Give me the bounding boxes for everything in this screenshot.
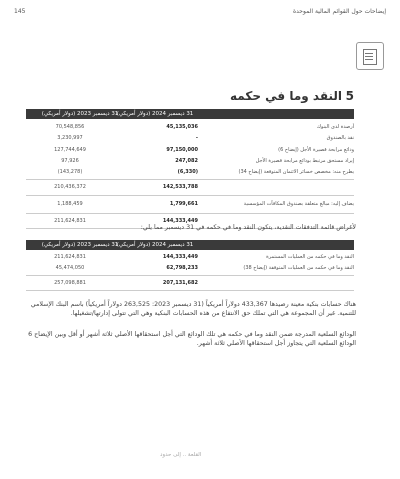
divider: [26, 290, 354, 291]
page-number: 145: [14, 8, 26, 15]
table-row: [26, 263, 354, 273]
header-2023: 31 ديسمبر 2023 (دولار أمريكي): [41, 242, 119, 248]
section-title: النقد وما في حكمه: [230, 89, 342, 103]
table-row: [26, 167, 354, 177]
table-header: [26, 240, 354, 250]
page-footer: القلعة .. إلى حدود: [160, 452, 202, 458]
value-2023: (143,278): [57, 169, 83, 175]
row-label: أرصدة لدى البنوك: [316, 124, 354, 130]
value-2024: 207,131,682: [162, 280, 198, 286]
value-2023: 3,230,997: [57, 135, 83, 141]
value-2023: 211,624,831: [54, 218, 86, 224]
value-2024: 247,082: [175, 158, 198, 164]
value-2023: 257,098,881: [54, 280, 86, 286]
value-2024: 45,135,036: [166, 124, 198, 130]
row-label: ودائع مرابحة قصيرة الأجل (إيضاح 6): [278, 147, 354, 153]
row-label: النقد وما في حكمه من العمليات المتوقفة (إيضاح 38): [243, 265, 354, 271]
value-2023: 127,744,649: [54, 147, 86, 153]
table-row: [26, 199, 354, 209]
subtotal-row: [26, 182, 354, 192]
row-label: يطرح منه: مخصص خسائر الائتمان المتوقعة (إيضاح 34): [238, 169, 354, 175]
value-2024: -: [195, 135, 198, 141]
row-label: نقد بالصندوق: [326, 135, 354, 141]
header-2024: 31 ديسمبر 2024 (دولار أمريكي): [116, 111, 194, 117]
value-2023: 97,926: [61, 158, 79, 164]
divider: [26, 195, 354, 196]
value-2024: 142,533,788: [162, 184, 198, 190]
document-icon: [356, 42, 384, 70]
value-2024: 144,333,449: [162, 254, 198, 260]
divider: [26, 275, 354, 276]
value-2024: 97,150,000: [166, 147, 198, 153]
running-title: إيضاحات حول القوائم المالية الموحدة: [292, 8, 386, 15]
table-row: [26, 252, 354, 262]
table-row: [26, 122, 354, 132]
section-number: 5: [345, 89, 354, 103]
header-2023: 31 ديسمبر 2023 (دولار أمريكي): [41, 111, 119, 117]
value-2023: 210,436,372: [54, 184, 86, 190]
note-paragraph: هناك حسابات بنكية معينة رصيدها 433,367 دولاراً أمريكياً (31 ديسمبر 2023: 263,525 دولاراً أمريكياً) باسم البنك الإسلامي للتنمية. غير أن المجموعة هي التي تملك حق الانتفاع من هذه الحسابات البنكية وهي التي تتولى إدارتها/تشغيلها.: [30, 301, 356, 317]
note-paragraph: الودائع السلعية المدرجة ضمن النقد وما في حكمه هي تلك الودائع التي أجل استحقاقها الأصلي ثلاثة أشهر أو أقل وبين الإيضاح 6 الودائع السلعية التي يتجاوز أجل استحقاقها الأصلي ثلاثة أشهر.: [28, 331, 356, 347]
row-label: يضاف إليه: مبالغ متعلقة بصندوق المكافآت المؤسسية: [243, 201, 354, 207]
cashflow-intro: لأغراض قائمة التدفقات النقدية، يتكون النقد وما في حكمه في 31 ديسمبر مما يلي:: [140, 224, 356, 231]
value-2023: 45,474,050: [55, 265, 85, 271]
divider: [26, 213, 354, 214]
value-2023: 70,548,856: [55, 124, 85, 130]
value-2024: 1,799,661: [169, 201, 198, 207]
value-2023: 211,624,831: [54, 254, 86, 260]
value-2023: 1,188,459: [57, 201, 83, 207]
table-header: [26, 109, 354, 119]
value-2024: 144,333,449: [162, 218, 198, 224]
value-2024: (6,330): [177, 169, 198, 175]
header-2024: 31 ديسمبر 2024 (دولار أمريكي): [116, 242, 194, 248]
row-label: النقد وما في حكمه من العمليات المستمرة: [266, 254, 354, 260]
table-row: [26, 156, 354, 166]
table-row: [26, 133, 354, 143]
divider: [26, 179, 354, 180]
table-row: [26, 145, 354, 155]
row-label: إيراد مستحق مرتبط بودائع مرابحة قصيرة الأجل: [255, 158, 354, 164]
value-2024: 62,798,233: [166, 265, 198, 271]
total-row: [26, 278, 354, 288]
